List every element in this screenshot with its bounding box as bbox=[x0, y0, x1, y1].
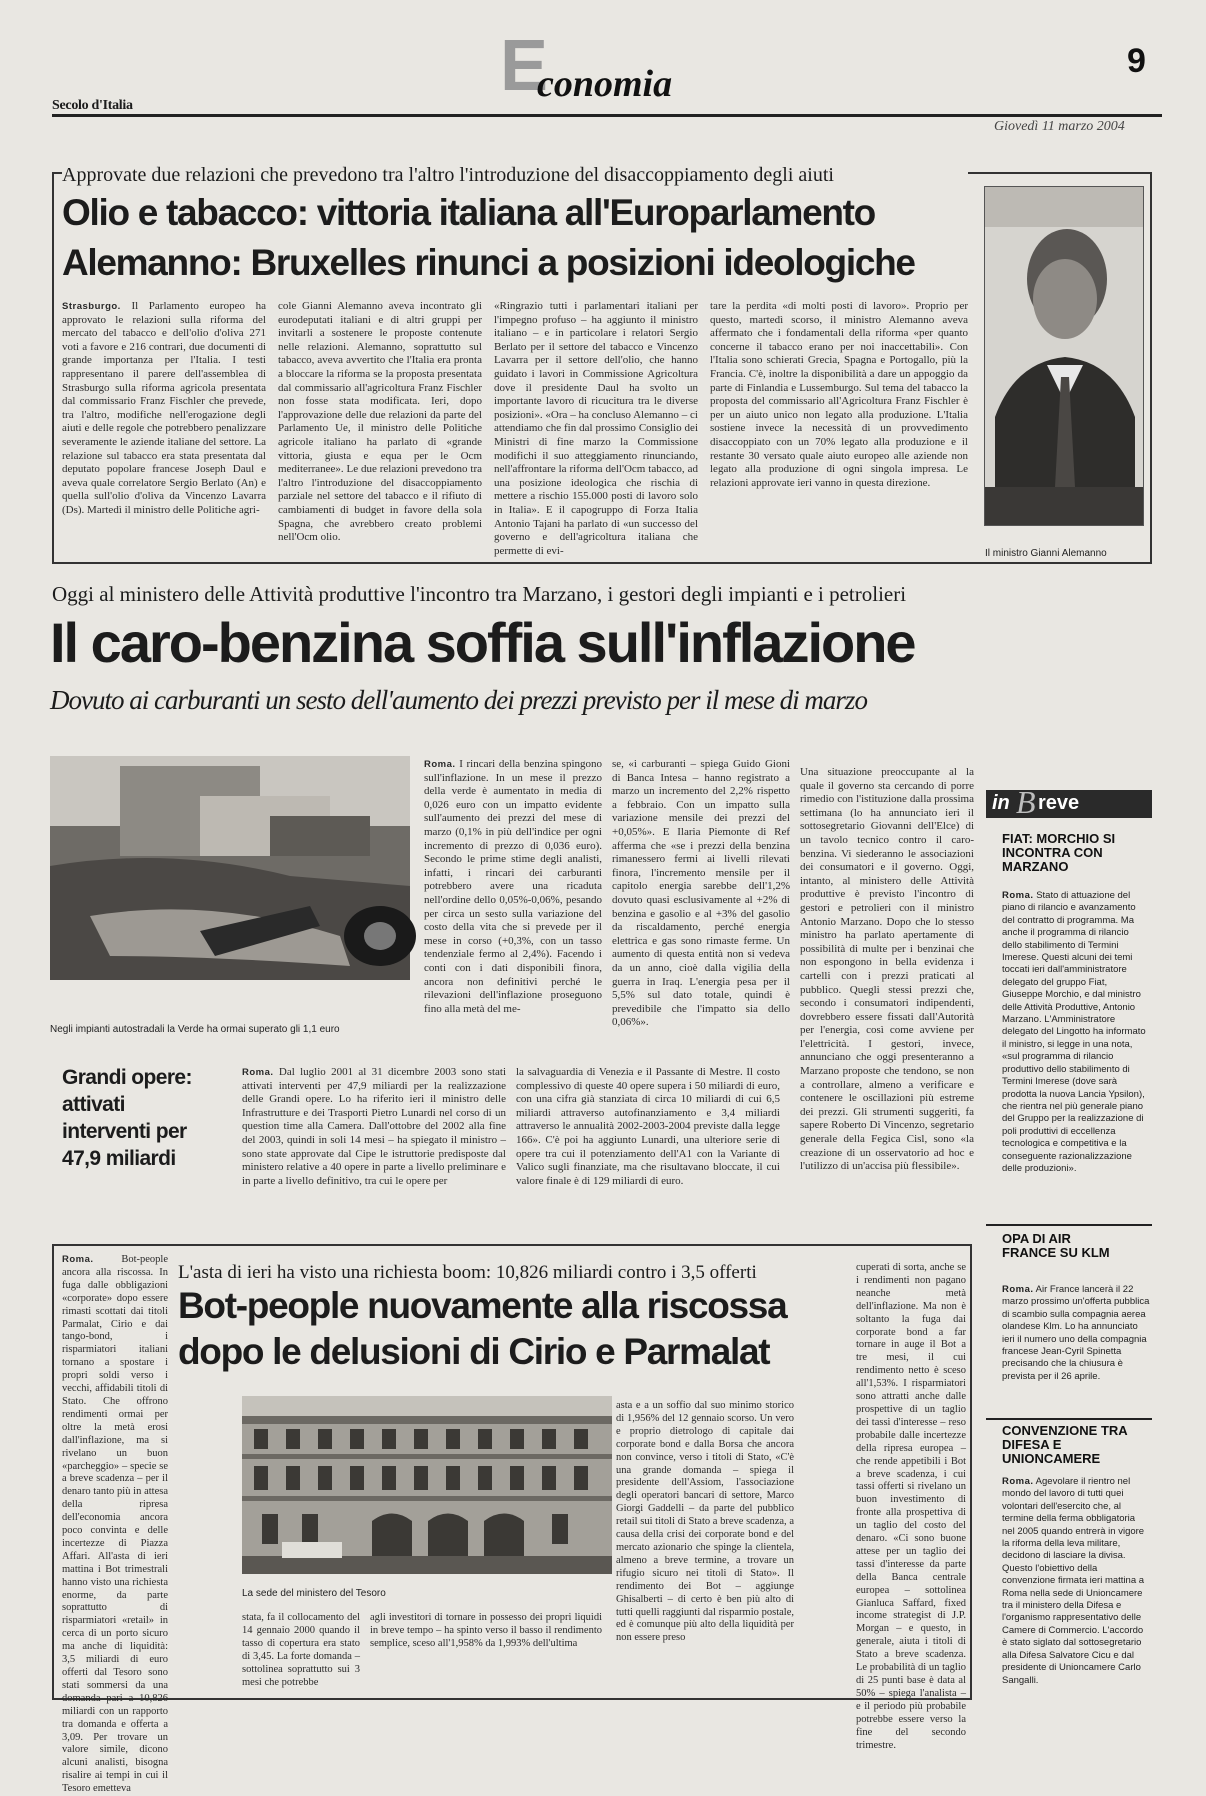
story4-col-d: cuperati di sorta, anche se i rendimenti non pagano neanche metà dell'inflazione. Ma non è soltanto la fuga dai corporate bond a far tornare in auge il Bot a tre mesi, il cui rendimento netto è sceso all'1,53%. I risparmiatori sono attratti anche dalle prospettive di un taglio dei tassi d'interesse – reso probabile dalle incertezze della ripresa europea – che rende appetibili i Bot a breve scadenza, i cui tassi offerti si rivelano un buon investimento di fronte alla prospettiva di un taglio del costo del denaro. «Ci sono buone attese per un taglio dei tassi d'interesse da parte della Banca centrale europea – sottolinea Gianluca Saffard, fixed income strategist di J.P. Morgan – e questo, in generale, aiuta i titoli di Stato a breve scadenza. Le probabilità di un taglio di 25 punti base è data al 50% – spiega l'analista – e il periodo più probabile potrebbe essere verso la fine del secondo trimestre. bbox=[856, 1262, 966, 1751]
story1-col-3: «Ringrazio tutti i parlamentari italiani per l'impegno profuso – ha aggiunto il ministro italiano – e in particolare i relatori Sergio Berlato per il settore del tabacco e Vincenzo Lavarra per il settore dell'olio, che hanno guidato i lavori in Commissione Agricoltura dove il presidente Daul ha svolto un importante lavoro di ricucitura tra le diverse posizioni». «Ora – ha concluso Alemanno – ci attendiamo che fin dal prossimo Consiglio dei Ministri di fine marzo la Commissione modifichi il suo atteggiamento rinunciando, nell'affrontare la riforma dell'Ocm tabacco, ad una posizione ideologica che rischia di mettere a rischio 155.000 posti di lavoro solo in Italia». E il capogruppo di Forza Italia Antonio Tajani ha parlato di «un successo del governo e dell'agricoltura italiana che permette di evi- bbox=[494, 300, 698, 557]
brief-3-body: Agevolare il rientro nel mondo del lavoro di tutti quei volontari dell'esercito che, al termine della ferma obbligatoria nel 2005 quando entrerà in vigore la riforma della leva militare, decidono di lasciare la divisa. Questo l'obiettivo della convenzione firmata ieri mattina a Roma nella sede di Unioncamere tra il ministero della Difesa e l'organismo rappresentativo delle Camere di Commercio. L'accordo è stato siglato dal sottosegretario alla Difesa Salvatore Cicu e dal presidente di Unioncamere Carlo Sangalli. bbox=[1002, 1476, 1145, 1686]
masthead-rule bbox=[52, 114, 1162, 117]
story2-dateline: Roma. bbox=[424, 759, 456, 770]
brief-3-title: CONVENZIONE TRA DIFESA E UNIONCAMERE bbox=[1002, 1423, 1128, 1466]
brief-1-title: FIAT: MORCHIO SI INCONTRA CON MARZANO bbox=[1002, 831, 1116, 874]
section-letter: E bbox=[500, 26, 549, 106]
story2-col-3: Una situazione preoccupante al la quale il governo sta cercando di porre rimedio con l'istituzione dalla prossima settimana (lo ha annunciato ieri il sottosegretario Giovanni dell'Elce) di un tavolo tecnico contro il caro-benzina. Vi siederanno le associazioni dei consumatori e il governo. Oggi, intanto, al ministero delle Attività produttive è previsto l'incontro di gestori e petrolieri con il ministro Antonio Marzano. Dopo che lo stesso ministro ha parlato apertamente di possibilità di multe per i benzinai che non espongono in bella evidenza i cartelli con i prezzi praticati al pubblico. Quegli stessi prezzi che, secondo i consumatori indipendenti, dovrebbero essere fissati dall'Autorità per l'energia, così come avviene per l'elettricità. I gestori, invece, annunciano che oggi presenteranno a Marzano proposte che tendono, se non a controllare, almeno a verificare e contenere le oscillazioni più estreme dei prezzi. Gli strumenti suggeriti, fa sapere Roberto Di Vincenzo, segretario generale della Fegica Cisl, sono «la creazione di un osservatorio ad hoc e l'utilizzo di un'accisa più flessibile». bbox=[800, 766, 974, 1173]
story3-dateline: Roma. bbox=[242, 1067, 274, 1078]
brief-3-dateline: Roma. bbox=[1002, 1476, 1034, 1487]
story4-dateline: Roma. bbox=[62, 1254, 94, 1265]
story3-col-2: la salvaguardia di Venezia e il Passante di Mestre. Il costo complessivo di queste 40 opere supera i 50 miliardi di euro, con una cifra già stanziata di circa 10 miliardi di cui 6,5 miliardi attraverso autofinanziamento e 3,4 miliardi attraverso le annualità 2002-2003-2004 previste dalla legge 166». C'è poi ha aggiunto Lunardi, una ulteriore serie di opere tra cui il potenziamento dell'A1 con la Variante di Valico sugli finanziate, ma che risultavano bloccate, il cui valore finale è di 129 miliardi di euro. bbox=[516, 1066, 780, 1187]
in-breve-b: B bbox=[1016, 784, 1036, 820]
brief-2-text bbox=[1002, 1284, 1150, 1383]
in-breve-in: in bbox=[992, 792, 1010, 814]
story4-kicker: L'asta di ieri ha visto una richiesta boom: 10,826 miliardi contro i 3,5 offerti bbox=[178, 1262, 757, 1283]
story1-headline-2: Alemanno: Bruxelles rinunci a posizioni ideologiche bbox=[62, 242, 915, 283]
section-title: conomia bbox=[537, 63, 673, 105]
in-breve-label bbox=[986, 784, 1152, 820]
story1-col-2: cole Gianni Alemanno aveva incontrato gli eurodeputati italiani e di altri gruppi per invitarli a sostenere le proposte contenute nelle relazioni. Alemanno, soprattutto sul tabacco, aveva avvertito che l'Italia era pronta a bloccare la riforma se la proposta presentata dal commissario all'agricoltura Franz Fischler non fosse stata modificata. Ieri, dopo l'approvazione delle due relazioni da parte del Parlamento Ue, il ministro delle Politiche agricole italiano ha parlato di «grande vittoria, giusta e equa per le Ocm mediterranee». Le due relazioni prevedono tra l'altro l'introduzione del disaccoppiamento parziale nel settore del tabacco e il rifiuto di cambiamenti di budget in favore della sola Spagna, che avrebbero creato problemi nell'Ocm olio. bbox=[278, 300, 482, 544]
story2-col-2: se, «i carburanti – spiega Guido Gioni di Banca Intesa – hanno registrato a marzo un incremento del 2,2% rispetto a febbraio. Con un impatto sulla variazione mensile dei prezzi del +0,05%». E Ilaria Piemonte di Ref afferma che «se i prezzi della benzina rimanessero fermi ai livelli rilevati finora, l'incremento mensile per il capitolo energia sarebbe dell'1,2% dovuto quasi esclusivamente al +2% di benzina e gasolio e al +3% del gasolio da riscaldamento, perché energia elettrica e gas sono rimaste ferme. Un aumento di questa entità non si vedeva da un anno, cioè dalla vigilia della guerra in Iraq. L'energia pesa per il 5,5% sul dato totale, quindi è prevedibile che l'impatto sia dello 0,06%». bbox=[612, 758, 790, 1029]
sidebar bbox=[986, 770, 1156, 1730]
brief-2-dateline: Roma. bbox=[1002, 1284, 1034, 1295]
story2-kicker: Oggi al ministero delle Attività produttive l'incontro tra Marzano, i gestori degli impianti e i petrolieri bbox=[52, 582, 907, 606]
brief-3-text bbox=[1002, 1476, 1150, 1687]
brief-1-body: Stato di attuazione del piano di rilancio e avanzamento del contratto di programma. Ma anche il programma di rilancio dello stabilimento di Termini Imerese. Questi alcuni dei temi toccati ieri dall'amministratore delegato del gruppo Fiat, Giuseppe Morchio, e dal ministro delle Attività Produttive, Antonio Marzano. L'Amministratore delegato del Lingotto ha informato il ministro, si legge in una nota, «sul programma di rilancio produttivo dello stabilimento di Termini Imerese (dove sarà prodotta la nuova Lancia Ypsilon), che rientra nel più generale piano del Gruppo per la realizzazione di poli produttivi di eccellenza tecnologica e competitiva e la conseguente razionalizzazione delle produzioni». bbox=[1002, 890, 1146, 1174]
story4-col-a: stata, fa il collocamento del 14 gennaio 2000 quando il tasso di copertura era stato di 3,45. La forte domanda – sottolinea soprattutto sui 3 mesi che potrebbe bbox=[242, 1612, 360, 1688]
treasury-building-photo bbox=[242, 1396, 612, 1574]
alemanno-caption: Il ministro Gianni Alemanno bbox=[985, 548, 1107, 559]
story1-col-1 bbox=[62, 300, 266, 550]
story3-headline: Grandi opere: attivati interventi per 47,9 miliardi bbox=[62, 1066, 192, 1170]
story4-col-b: agli investitori di tornare in possesso dei propri liquidi in breve tempo – ha spinto verso il basso il rendimento semplice, sceso all'1,958% da 1,993% dell'ultima bbox=[370, 1612, 602, 1649]
story4-left-col-text: Bot-people ancora alla riscossa. In fuga dalle obbligazioni «corporate» dopo essere rimasti scottati dai titoli Parmalat, Cirio e dai tango-bond, i risparmiatori italiani tornano a spostare i propri soldi verso i vecchi, affidabili titoli di Stato. Che offrono rendimenti ormai per oltre la metà erosi dall'inflazione, ma si rivelano un buon «parcheggio» – specie se a breve scadenza – per il denaro tanto più in attesa della ripresa dell'economia ancora poco convinta e delle incertezze di Piazza Affari. All'asta di ieri mattina i Bot trimestrali hanno visto una richiesta enorme, da parte soprattutto di risparmiatori «retail» in cerca di un porto sicuro ma anche di liquidità: 3,5 miliardi di euro offerti dal Tesoro sono stati sommersi da una domanda pari a 10,826 miliardi con un rapporto tra domanda e offerta a 3,09. Per trovare un valore simile, dicono alcuni analisti, bisogna risalire ai tempi in cui il Tesoro emetteva bbox=[62, 1254, 168, 1795]
page-number: 9 bbox=[1127, 42, 1146, 80]
story3-col-1 bbox=[242, 1066, 506, 1216]
issue-date: Giovedì 11 marzo 2004 bbox=[994, 119, 1125, 134]
fuel-pump-caption: Negli impianti autostradali la Verde ha ormai superato gli 1,1 euro bbox=[50, 1024, 340, 1035]
brief-divider-1 bbox=[986, 1224, 1152, 1226]
story2-subhead: Dovuto ai carburanti un sesto dell'aumento dei prezzi previsto per il mese di marzo bbox=[50, 685, 867, 715]
brief-2-title: OPA DI AIR FRANCE SU KLM bbox=[1002, 1231, 1110, 1260]
brief-2-body: Air France lancerà il 22 marzo prossimo un'offerta pubblica di scambio sulla compagnia aerea olandese Klm. Lo ha annunciato ieri il numero uno della compagnia francese Jean-Cyril Spinetta precisando che la chiusura è prevista per il 26 aprile. bbox=[1002, 1284, 1150, 1382]
story1-dateline: Strasburgo. bbox=[62, 301, 121, 312]
story4-left-col bbox=[62, 1254, 168, 1795]
brief-divider-2 bbox=[986, 1418, 1152, 1420]
in-breve-rest: reve bbox=[1038, 792, 1080, 814]
story3-col-1-text: Dal luglio 2001 al 31 dicembre 2003 sono stati attivati interventi per 47,9 miliardi per la realizzazione delle Grandi opere. Lo ha riferito ieri il ministro delle Infrastrutture e dei Trasporti Pietro Lunardi nel corso di un question time alla Camera. Dall'ottobre del 2002 alla fine del 2003, quindi in soli 14 mesi – ha spiegato il ministro – sono state approvate dal Cipe le istruttorie predisposte dal ministero relative a 40 opere in parte a livello preliminare e in parte a livello definitivo, tra cui le opere per bbox=[242, 1066, 506, 1187]
story1-col-1-text: Il Parlamento europeo ha approvato le relazioni sulla riforma del mercato del tabacco e dell'olio d'oliva 271 voti a favore e 216 contrari, due documenti di grande importanza per l'Italia. I testi rappresentano il parere dell'assemblea di Strasburgo sulla riforma agricola presentata dal commissario Franz Fischler che prevede, tra l'altro, modifiche nell'erogazione degli aiuti e delle regole che potrebbero penalizzare severamente le aziende italiane del settore. La relazione sul tabacco era stata presentata dal deputato popolare francese Joseph Daul e aveva quale correlatore Sergio Berlato (An) e quella sull'olio d'oliva da Vincenzo Lavarra (Ds). Martedì il ministro delle Politiche agri- bbox=[62, 300, 266, 516]
story1-col-4: tare la perdita «di molti posti di lavoro». Proprio per questo, martedì scorso, il ministro Alemanno aveva affermato che i fondamentali della riforma «per quanto concerne il tabacco erano per noi inaccettabili». Con l'Italia sono schierati Grecia, Spagna e Portogallo, più la Francia. C'è, inoltre la disponibilità a dare un appoggio da parte di Finlandia e Lussemburgo. Sul tema del tabacco la proposta del commissario all'Agricoltura Franz Fischler è per un aiuto unico non legato alla produzione. L'Italia sostiene invece la necessità di un provvedimento disaccoppiato con un 70% legato alla produzione e il restante 30 versato quale aiuto europeo alle aziende non legato alla produzione di ogni singola impresa. Le relazioni approvate ieri vanno in questa direzione. bbox=[710, 300, 968, 489]
masthead bbox=[0, 0, 1206, 134]
story4-headline-2: dopo le delusioni di Cirio e Parmalat bbox=[178, 1331, 770, 1372]
story2-headline: Il caro-benzina soffia sull'inflazione bbox=[50, 611, 915, 674]
treasury-caption: La sede del ministero del Tesoro bbox=[242, 1588, 386, 1599]
paper-name: Secolo d'Italia bbox=[52, 98, 133, 113]
brief-1-dateline: Roma. bbox=[1002, 890, 1034, 901]
story4-col-c: asta e a un soffio dal suo minimo storico di 1,956% del 12 gennaio scorso. Un vero e proprio dietrologo di capitale dai corporate bond e dalla Borsa che ancora non convince, verso i titoli di Stato, «C'è una grande domanda – spiega il presidente dell'Assiom, l'associazione degli operatori bancari di settore, Marco Giorgi Gaddelli – da parte del pubblico retail sui titoli di Stato a breve scadenza, a causa della crisi dei corporate bond e del mercato azionario che spinge la clientela, almeno a breve termine, a trovare un rifugio sicuro nei titoli di Stato». Il rendimento dei Bot – aggiunge Ghisalberti – di certo è ben più alto di tutti quelli raggiunti dal risparmio postale, ed è comunque più alto della liquidità per non essere preso bbox=[616, 1400, 794, 1644]
alemanno-photo bbox=[984, 186, 1144, 526]
brief-1-text bbox=[1002, 890, 1150, 1175]
fuel-pump-photo bbox=[50, 756, 410, 980]
story1-kicker: Approvate due relazioni che prevedono tra l'altro l'introduzione del disaccoppiamento degli aiuti bbox=[62, 164, 968, 187]
story4-headline: Bot-people nuovamente alla riscossa bbox=[178, 1285, 787, 1326]
story1-headline: Olio e tabacco: vittoria italiana all'Europarlamento bbox=[62, 192, 875, 233]
story2-col-1-text: I rincari della benzina spingono sull'inflazione. In un mese il prezzo della verde è aumentato in media di 0,026 euro con un impatto evidente sull'aumento dei prezzi del mese di marzo (0,1% in più dell'indice per ogni incremento di prezzo di 0,036 euro). Secondo le prime stime degli analisti, infatti, i rincari dei carburanti potrebbero avere una ricaduta nell'ordine dello 0,05%-0,06%, pesando per circa un sesto sulla variazione del costo della vita che si prevede per il mese in corso (+0,3%, con un tasso tendenziale fermo al 2,4%). Facendo i conti con i dati disponibili finora, ancora non definitivi perché le rilevazioni dell'inflazione proseguono fino alla metà del me- bbox=[424, 758, 602, 1015]
story2-col-1 bbox=[424, 758, 602, 1040]
